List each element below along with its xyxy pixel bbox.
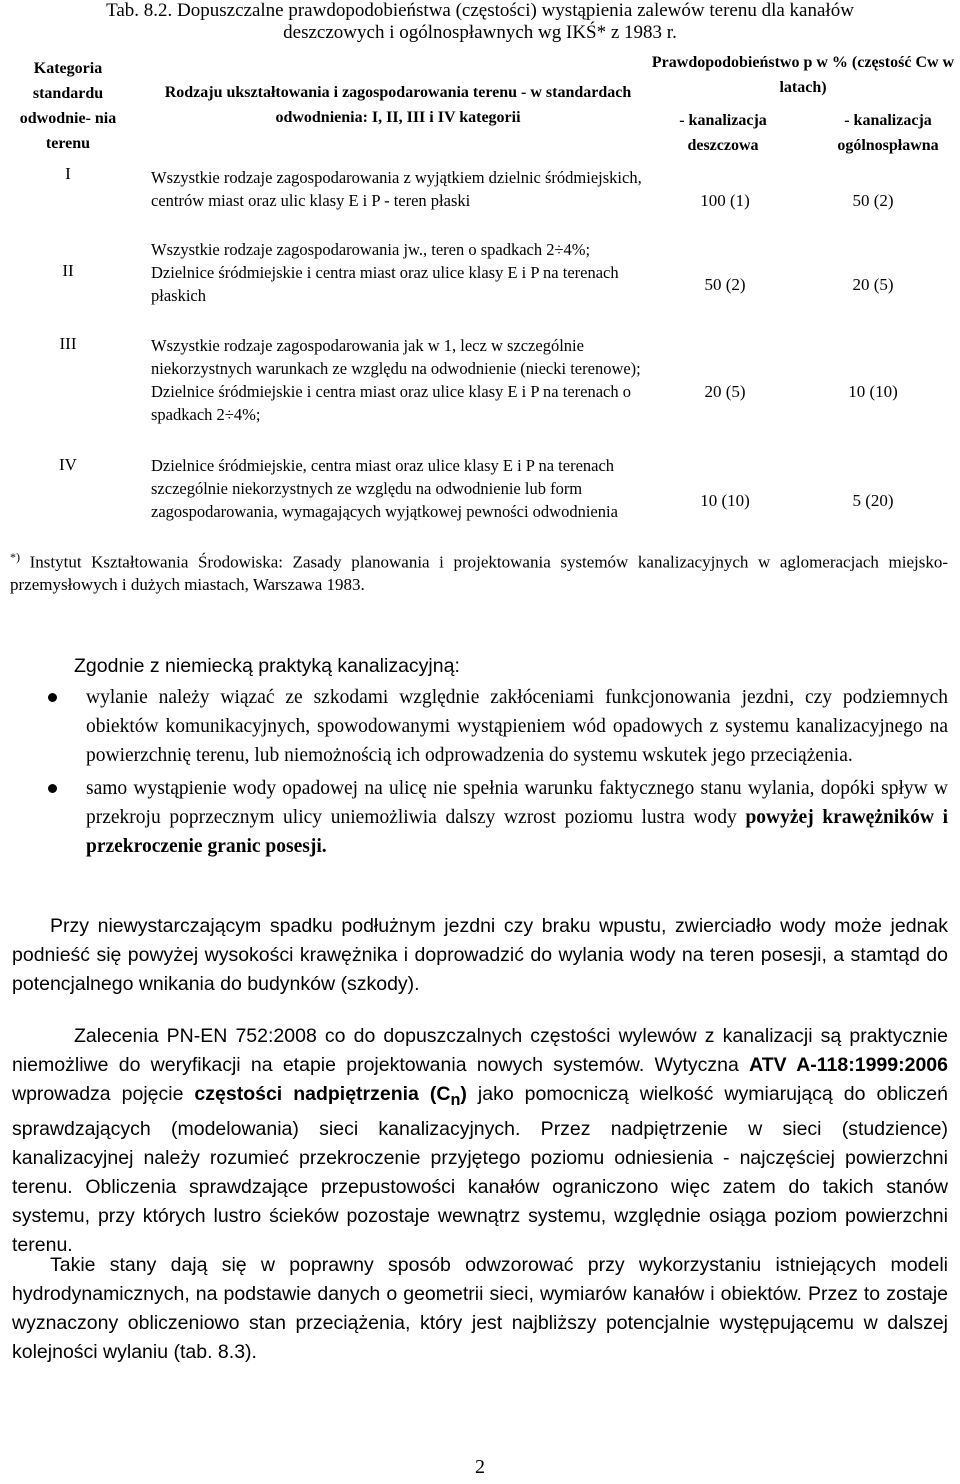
- bullet-text-bold: powyżej krawężników i przekroczenie granic posesji.: [86, 807, 948, 857]
- row-value-storm: 20 (5): [704, 382, 746, 401]
- table-caption: [10, 0, 950, 44]
- row-value-combined: 10 (10): [848, 382, 898, 401]
- row-value-storm: 10 (10): [700, 491, 750, 510]
- row-description: Wszystkie rodzaje zagospodarowania z wyjątkiem dzielnic śródmiejskich, centrów miast oraz ulic klasy E i P - teren płaski: [151, 168, 642, 210]
- row-value-combined: 50 (2): [852, 191, 894, 210]
- header-probability: Prawdopodobieństwo p w % (częstość Cw w latach): [651, 54, 955, 96]
- paragraph-1: Przy niewystarczającym spadku podłużnym jezdni czy braku wpustu, zwierciadło wody może jednak podnieść się powyżej wysokości krawężnika i doprowadzić do wylania wody na teren posesji, a stamtąd do potencjalnego wnikania do budynków (szkody).: [12, 915, 948, 995]
- row-description: Wszystkie rodzaje zagospodarowania jak w 1, lecz w szczególnie niekorzystnych warunkach ze względu na odwodnienie (niecki terenowe); Dzielnice śródmiejskie i centra miast oraz ulice klasy E i P na terenach o spadkach 2÷4%;: [151, 336, 641, 424]
- term-bold-close: ): [460, 1083, 467, 1105]
- row-description: Dzielnice śródmiejskie, centra miast oraz ulice klasy E i P na terenach szczególnie niekorzystnych ze względu na odwodnienie lub form zagospodarowania, wymagających wyjątkowej pewności odwodnienia: [151, 456, 618, 521]
- bullet-text: samo wystąpienie wody opadowej na ulicę nie spełnia warunku faktycznego stanu wylania, dopóki spływ w przekroju poprzecznym ulicy uniemożliwia dalszy wzrost poziomu lustra wody: [86, 778, 948, 828]
- paragraph-2-b: wprowadza pojęcie: [12, 1083, 195, 1105]
- bullet-text: wylanie należy wiązać ze szkodami względnie zakłóceniami funkcjonowania jezdni, czy podziemnych obiektów komunikacyjnych, spowodowanymi wystąpieniem wód opadowych z systemu kanalizacyjnego na powierzchnię terenu, lub niemożnością ich odprowadzenia do systemu wskutek jego przeciążenia.: [86, 687, 948, 766]
- footnote-marker: *): [10, 550, 20, 564]
- list-item: [12, 774, 948, 861]
- paragraph-3: Takie stany dają się w poprawny sposób odwzorować przy wykorzystaniu istniejących modeli hydrodynamicznych, na podstawie danych o geometrii sieci, wymiarów kanałów i obiektów. Przez to zostaje wyznaczony obliczeniowo stan przeciążenia, który jest najbliższy potencjalnie występującemu w dalszej kolejności wylaniu (tab. 8.3).: [12, 1254, 948, 1363]
- caption-line-1: Tab. 8.2. Dopuszczalne prawdopodobieństwa (częstości) wystąpienia zalewów terenu dla kanałów: [106, 0, 854, 21]
- term-subscript: n: [450, 1090, 461, 1109]
- header-category: Kategoria standardu odwodnie- nia terenu: [19, 60, 117, 152]
- footnote: [10, 546, 948, 596]
- row-value-storm: 50 (2): [704, 275, 746, 294]
- paragraph-2-c: jako pomocniczą wielkość wymiarującą do obliczeń sprawdzających (modelowania) sieci kanalizacyjnych. Przez nadpiętrzenie w sieci (studzience) kanalizacyjnej należy rozumieć przekroczenie przyjętego poziomu odniesienia - najczęściej powierzchni terenu. Obliczenia sprawdzające przepustowości kanałów ograniczono więc zatem do takich stanów systemu, przy których lustro ścieków pozostaje wewnątrz systemu, względnie osiąga poziom powierzchni terenu.: [12, 1083, 948, 1256]
- probability-table: [8, 50, 955, 546]
- row-value-storm: 100 (1): [700, 191, 750, 210]
- footnote-text: Instytut Kształtowania Środowiska: Zasady planowania i projektowania systemów kanalizacyjnych w aglomeracjach miejsko-przemysłowych i dużych miastach, Warszawa 1983.: [10, 552, 949, 594]
- header-combined: - kanalizacja ogólnospławna: [837, 112, 939, 154]
- term-bold: częstości nadpiętrzenia (C: [194, 1083, 451, 1105]
- header-description: Rodzaju ukształtowania i zagospodarowania terenu - w standardach odwodnienia: I, II, III i IV kategorii: [164, 84, 632, 126]
- row-category: IV: [59, 455, 77, 474]
- bullet-icon: [48, 784, 57, 793]
- row-category: I: [65, 164, 71, 183]
- standard-name: ATV A-118:1999:2006: [749, 1054, 948, 1076]
- caption-line-2: deszczowych i ogólnospławnych wg IKŚ* z 1983 r.: [283, 22, 677, 43]
- row-description: Wszystkie rodzaje zagospodarowania jw., teren o spadkach 2÷4%; Dzielnice śródmiejskie i centra miast oraz ulice klasy E i P na terenach płaskich: [151, 240, 619, 305]
- intro-line: Zgodnie z niemiecką praktyką kanalizacyjną:: [74, 655, 460, 677]
- bullet-list: [12, 683, 948, 861]
- row-category: III: [59, 334, 77, 353]
- row-category: II: [62, 261, 74, 280]
- list-item: [12, 683, 948, 770]
- row-value-combined: 20 (5): [852, 275, 894, 294]
- paragraph-2: [12, 1022, 948, 1260]
- page-number: 2: [475, 1456, 485, 1478]
- row-value-combined: 5 (20): [852, 491, 894, 510]
- bullet-icon: [48, 693, 57, 702]
- paragraph-2-a: Zalecenia PN-EN 752:2008 co do dopuszczalnych częstości wylewów z kanalizacji są praktycznie niemożliwe do weryfikacji na etapie projektowania nowych systemów. Wytyczna: [12, 1025, 948, 1076]
- header-storm: - kanalizacja deszczowa: [679, 112, 767, 154]
